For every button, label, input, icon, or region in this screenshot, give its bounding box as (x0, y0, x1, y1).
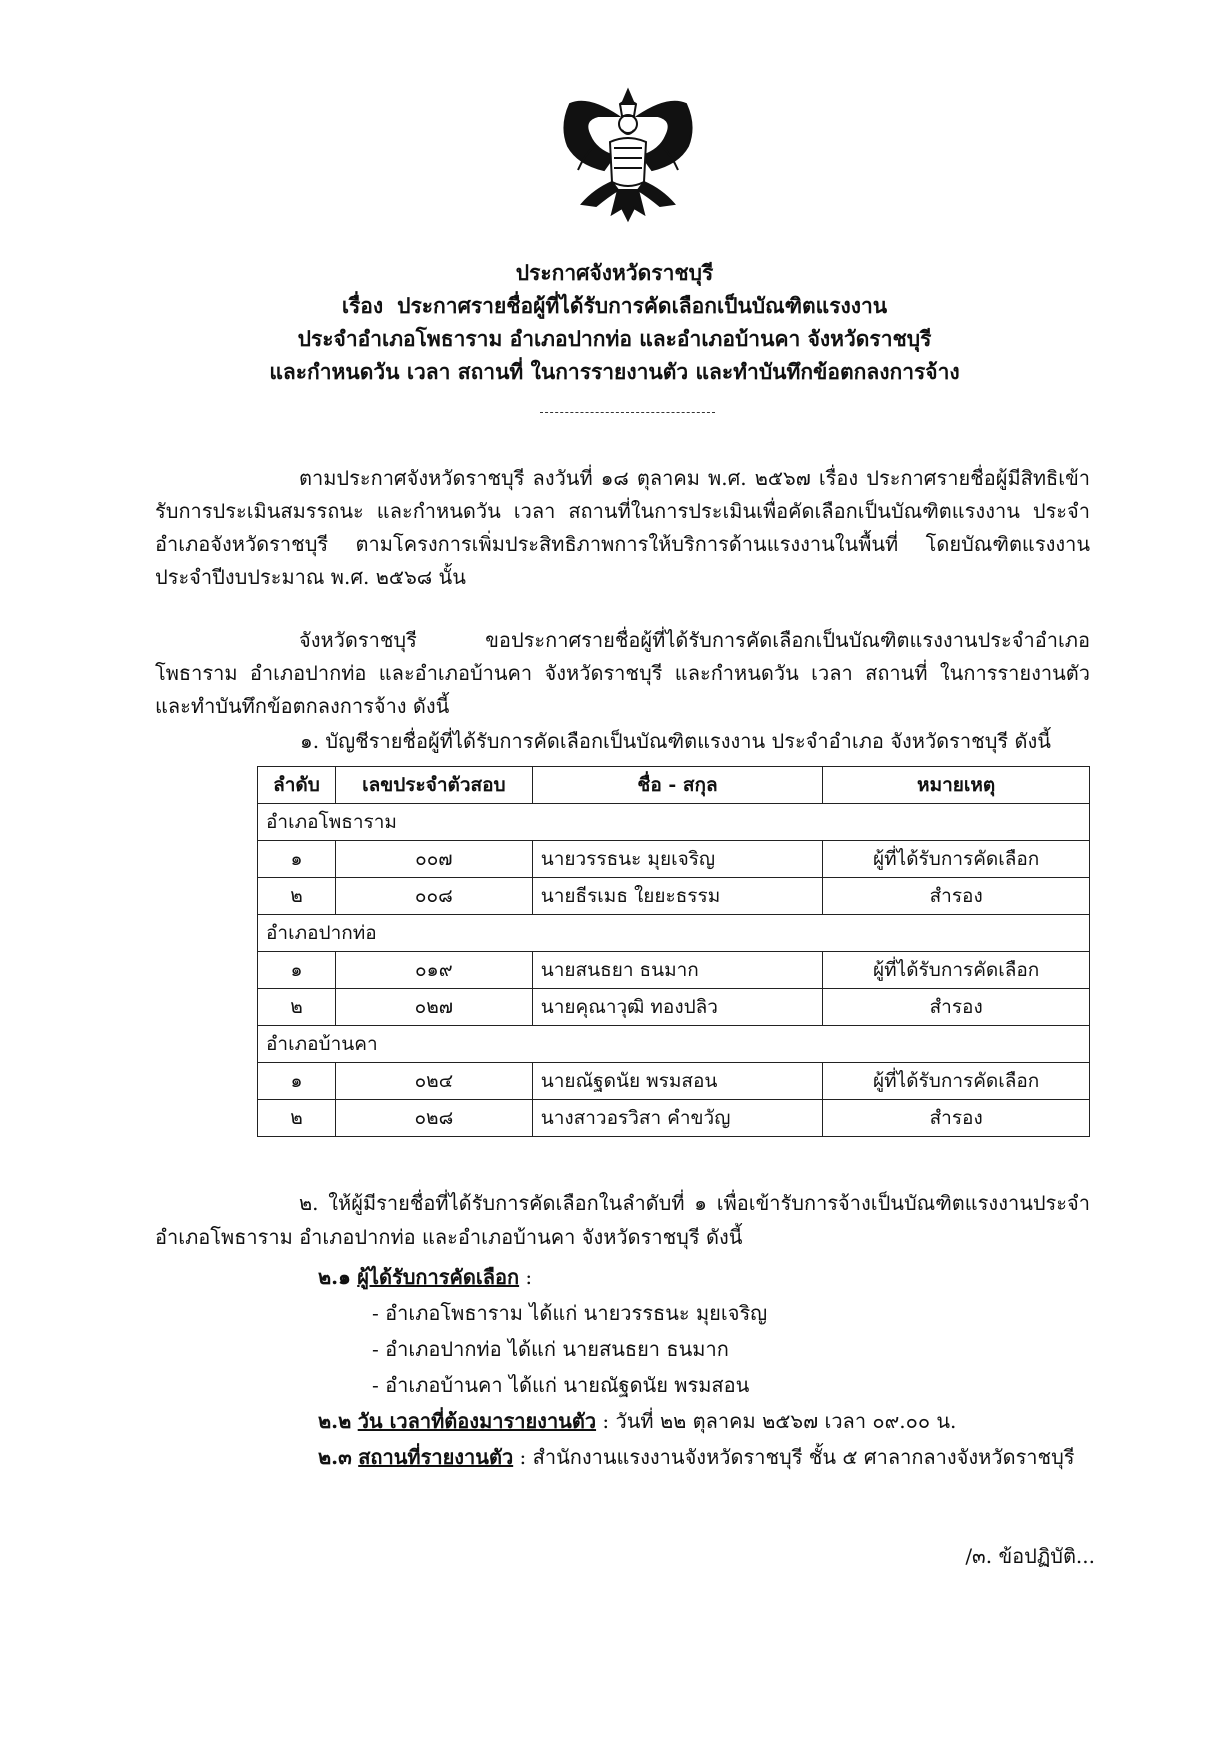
paragraph-2 (155, 624, 1090, 723)
cell-name: นายณัฐดนัย พรมสอน (532, 1063, 823, 1100)
cell-exam-id: ๐๒๗ (335, 989, 532, 1026)
cell-name: นายสนธยา ธนมาก (532, 952, 823, 989)
cell-order: ๒ (258, 878, 336, 915)
table-header-row (258, 767, 1090, 804)
subject-line-1 (0, 289, 1229, 322)
subject-text: ประกาศรายชื่อผู้ที่ได้รับการคัดเลือกเป็นบัณฑิตแรงงาน (397, 293, 888, 318)
subsection-2-2-text: : วันที่ ๒๒ ตุลาคม ๒๕๖๗ เวลา ๐๙.๐๐ น. (596, 1409, 957, 1433)
selection-table (257, 766, 1090, 1137)
header-divider (540, 412, 715, 413)
cell-remark: สำรอง (823, 989, 1090, 1026)
cell-name: นางสาวอรวิสา คำขวัญ (532, 1100, 823, 1137)
cell-exam-id: ๐๐๗ (335, 841, 532, 878)
cell-remark: ผู้ที่ได้รับการคัดเลือก (823, 1063, 1090, 1100)
section-2-text: ๒. ให้ผู้มีรายชื่อที่ได้รับการคัดเลือกในลำดับที่ ๑ เพื่อเข้ารับการจ้างเป็นบัณฑิตแรงงานประจำอำเภอโพธาราม อำเภอปากท่อ และอำเภอบ้านคา จังหวัดราชบุรี ดังนี้ (155, 1191, 1090, 1249)
table-row (258, 989, 1090, 1026)
subsection-2-2 (318, 1406, 956, 1436)
district-name: อำเภอปากท่อ (258, 915, 1090, 952)
district-name: อำเภอบ้านคา (258, 1026, 1090, 1063)
table-row (258, 1063, 1090, 1100)
district-name: อำเภอโพธาราม (258, 804, 1090, 841)
cell-remark: ผู้ที่ได้รับการคัดเลือก (823, 952, 1090, 989)
cell-exam-id: ๐๒๔ (335, 1063, 532, 1100)
subject-line-3: และกำหนดวัน เวลา สถานที่ ในการรายงานตัว และทำบันทึกข้อตกลงการจ้าง (269, 359, 960, 384)
header-exam-id: เลขประจำตัวสอบ (335, 767, 532, 804)
cell-order: ๒ (258, 989, 336, 1026)
table-row (258, 841, 1090, 878)
district-row (258, 915, 1090, 952)
subsection-2-1-number: ๒.๑ (318, 1265, 351, 1289)
garuda-emblem (548, 86, 708, 226)
cell-name: นายคุณาวุฒิ ทองปลิว (532, 989, 823, 1026)
subsection-2-1 (318, 1262, 532, 1292)
cell-remark: สำรอง (823, 1100, 1090, 1137)
cell-exam-id: ๐๐๘ (335, 878, 532, 915)
table-row (258, 1100, 1090, 1137)
paragraph-2-text: จังหวัดราชบุรี ขอประกาศรายชื่อผู้ที่ได้รับการคัดเลือกเป็นบัณฑิตแรงงานประจำอำเภอโพธาราม อำเภอปากท่อ และอำเภอบ้านคา จังหวัดราชบุรี และกำหนดวัน เวลา สถานที่ ในการรายงานตัว และทำบันทึกข้อตกลงการจ้าง ดังนี้ (155, 628, 1090, 718)
table-title: ๑. บัญชีรายชื่อผู้ที่ได้รับการคัดเลือกเป็นบัณฑิตแรงงาน ประจำอำเภอ จังหวัดราชบุรี ดังนี้ (300, 729, 1051, 753)
selected-item-3: - อำเภอบ้านคา ได้แก่ นายณัฐดนัย พรมสอน (372, 1373, 750, 1397)
cell-name: นายวรรธนะ มุยเจริญ (532, 841, 823, 878)
continuation-note: /๓. ข้อปฏิบัติ... (965, 1544, 1095, 1568)
cell-remark: ผู้ที่ได้รับการคัดเลือก (823, 841, 1090, 878)
cell-order: ๑ (258, 841, 336, 878)
subsection-2-1-colon: : (519, 1265, 533, 1289)
table-row (258, 952, 1090, 989)
subsection-2-3-text: : สำนักงานแรงงานจังหวัดราชบุรี ชั้น ๕ ศาลากลางจังหวัดราชบุรี (513, 1445, 1075, 1469)
announcement-header (0, 256, 1229, 388)
subsection-2-3 (318, 1442, 1075, 1472)
subsection-2-3-title: สถานที่รายงานตัว (358, 1445, 514, 1469)
table-row (258, 878, 1090, 915)
header-full-name: ชื่อ - สกุล (532, 767, 823, 804)
subsection-2-2-number: ๒.๒ (318, 1409, 352, 1433)
paragraph-1 (155, 462, 1090, 594)
header-order: ลำดับ (258, 767, 336, 804)
selected-item-1: - อำเภอโพธาราม ได้แก่ นายวรรธนะ มุยเจริญ (372, 1301, 768, 1325)
subsection-2-2-title: วัน เวลาที่ต้องมารายงานตัว (357, 1409, 597, 1433)
cell-exam-id: ๐๒๘ (335, 1100, 532, 1137)
header-remark: หมายเหตุ (823, 767, 1090, 804)
subject-line-2: ประจำอำเภอโพธาราม อำเภอปากท่อ และอำเภอบ้านคา จังหวัดราชบุรี (297, 326, 932, 351)
district-row (258, 1026, 1090, 1063)
issuer-title: ประกาศจังหวัดราชบุรี (515, 260, 714, 285)
section-2-intro (155, 1186, 1090, 1254)
cell-order: ๑ (258, 952, 336, 989)
subject-prefix: เรื่อง (341, 293, 384, 318)
district-row (258, 804, 1090, 841)
cell-remark: สำรอง (823, 878, 1090, 915)
cell-name: นายธีรเมธ ใยยะธรรม (532, 878, 823, 915)
paragraph-1-text: ตามประกาศจังหวัดราชบุรี ลงวันที่ ๑๘ ตุลาคม พ.ศ. ๒๕๖๗ เรื่อง ประกาศรายชื่อผู้มีสิทธิเข้ารับการประเมินสมรรถนะ และกำหนดวัน เวลา สถานที่ในการประเมินเพื่อคัดเลือกเป็นบัณฑิตแรงงาน ประจำอำเภอจังหวัดราชบุรี ตามโครงการเพิ่มประสิทธิภาพการให้บริการด้านแรงงานในพื้นที่ โดยบัณฑิตแรงงาน ประจำปีงบประมาณ พ.ศ. ๒๕๖๘ นั้น (155, 466, 1090, 589)
cell-exam-id: ๐๑๙ (335, 952, 532, 989)
subsection-2-1-title: ผู้ได้รับการคัดเลือก (357, 1265, 520, 1289)
subsection-2-3-number: ๒.๓ (318, 1445, 352, 1469)
cell-order: ๑ (258, 1063, 336, 1100)
cell-order: ๒ (258, 1100, 336, 1137)
selected-item-2: - อำเภอปากท่อ ได้แก่ นายสนธยา ธนมาก (372, 1337, 729, 1361)
